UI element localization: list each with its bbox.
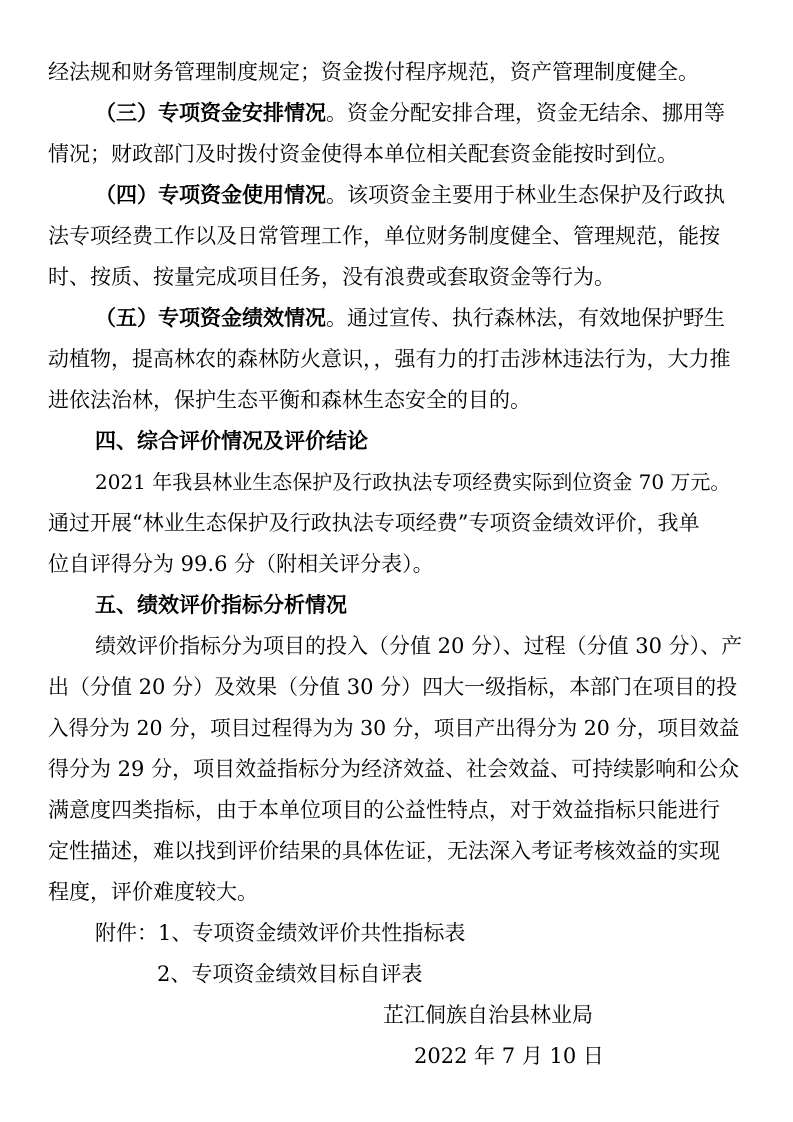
paragraph-line [48, 836, 748, 866]
paragraph-line [48, 344, 748, 374]
body-text: 入得分为 20 分，项目过程得为为 30 分，项目产出得分为 20 分，项目效益 [48, 716, 740, 740]
signature-date-text: 2022 年 7 月 10 日 [414, 1044, 604, 1068]
body-text: 得分为 29 分，项目效益指标分为经济效益、社会效益、可持续影响和公众 [48, 757, 740, 781]
paragraph-line [95, 467, 745, 497]
body-text: 2021 年我县林业生态保护及行政执法专项经费实际到位资金 70 万元。 [95, 470, 731, 494]
section-title-text: 五、绩效评价指标分析情况 [95, 593, 347, 617]
body-text: 出（分值 20 分）及效果（分值 30 分）四大一级指标，本部门在项目的投 [48, 675, 738, 699]
paragraph-line [48, 385, 748, 415]
paragraph-line [48, 139, 748, 169]
section-title-text: 四、综合评价情况及评价结论 [95, 429, 368, 453]
paragraph-line [48, 754, 748, 784]
signature-org-text: 芷江侗族自治县林业局 [383, 1003, 593, 1027]
body-text: 定性描述，难以找到评价结果的具体佐证，无法深入考证考核效益的实现 [48, 839, 720, 863]
paragraph-line [48, 877, 748, 907]
subheading-funding-arrangement: （三）专项资金安排情况 [95, 101, 326, 125]
paragraph-line [48, 221, 748, 251]
paragraph-line [48, 262, 748, 292]
paragraph-line [48, 795, 748, 825]
body-text: 时、按质、按量完成项目任务，没有浪费或套取资金等行为。 [48, 265, 615, 289]
attachment-line [157, 959, 747, 989]
body-text: 经法规和财务管理制度规定；资金拨付程序规范，资产管理制度健全。 [48, 60, 699, 84]
paragraph-line [48, 549, 748, 579]
section-title-evaluation-conclusion [95, 426, 745, 456]
body-text: 程度，评价难度较大。 [48, 880, 258, 904]
signature-organization [383, 1000, 743, 1030]
body-text: 法专项经费工作以及日常管理工作，单位财务制度健全、管理规范，能按 [48, 224, 720, 248]
signature-date [414, 1041, 744, 1071]
section-title-indicator-analysis [95, 590, 745, 620]
subheading-funding-performance: （五）专项资金绩效情况 [95, 306, 326, 330]
paragraph-line [48, 713, 748, 743]
body-text: 满意度四类指标，由于本单位项目的公益性特点，对于效益指标只能进行 [48, 798, 720, 822]
body-text: 位自评得分为 99.6 分（附相关评分表）。 [48, 552, 434, 576]
paragraph-line [48, 57, 748, 87]
body-text: 通过开展“林业生态保护及行政执法专项经费”专项资金绩效评价，我单 [48, 511, 700, 535]
paragraph-line [48, 508, 748, 538]
paragraph-line [95, 98, 745, 128]
subheading-funding-usage: （四）专项资金使用情况 [95, 183, 326, 207]
body-text: 。资金分配安排合理，资金无结余、挪用等 [326, 101, 725, 125]
body-text: 动植物，提高林农的森林防火意识，，强有力的打击涉林违法行为，大力推 [48, 347, 731, 371]
paragraph-line [95, 303, 745, 333]
paragraph-line [48, 672, 748, 702]
body-text: 。通过宣传、执行森林法，有效地保护野生 [326, 306, 725, 330]
attachment-item: 附件：1、专项资金绩效评价共性指标表 [95, 921, 466, 945]
body-text: 情况；财政部门及时拨付资金使得本单位相关配套资金能按时到位。 [48, 142, 678, 166]
body-text: 。该项资金主要用于林业生态保护及行政执 [326, 183, 725, 207]
attachment-line [95, 918, 745, 948]
body-text: 进依法治林，保护生态平衡和森林生态安全的目的。 [48, 388, 531, 412]
paragraph-line [95, 631, 745, 661]
paragraph-line [95, 180, 745, 210]
attachment-item: 2、专项资金绩效目标自评表 [157, 962, 423, 986]
body-text: 绩效评价指标分为项目的投入（分值 20 分）、过程（分值 30 分）、产 [95, 634, 743, 658]
